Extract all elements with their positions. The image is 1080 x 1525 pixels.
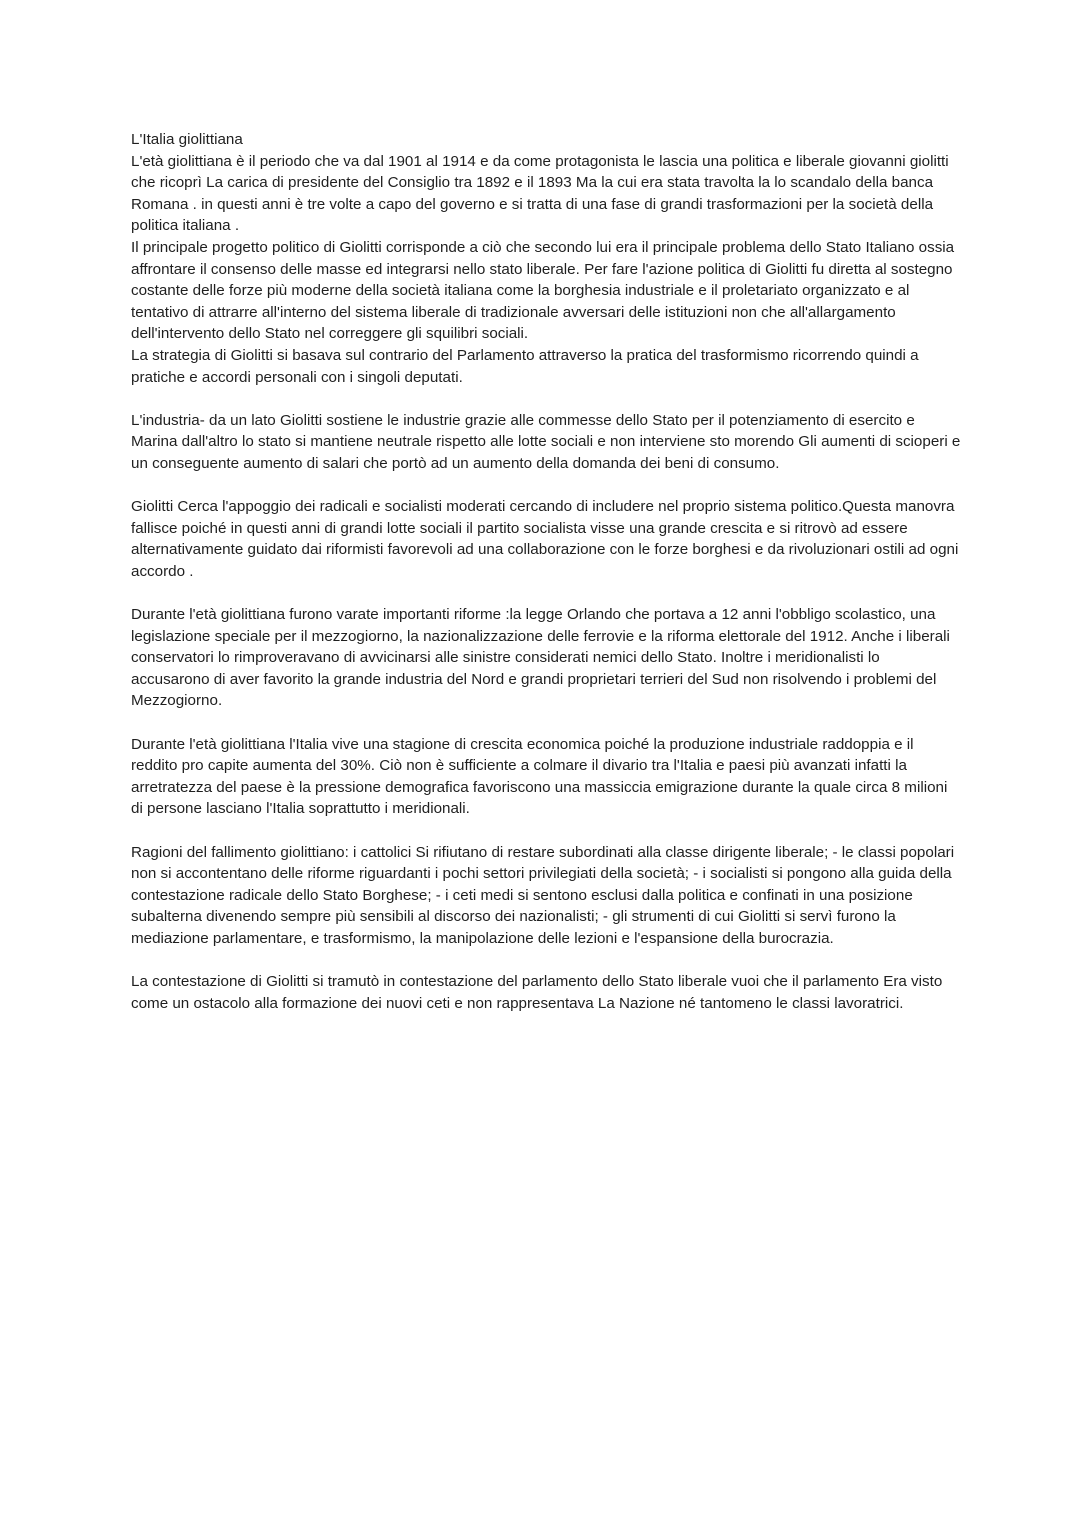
document-title: L'Italia giolittiana [131,131,243,148]
paragraph-intro: L'età giolittiana è il periodo che va dal 1901 al 1914 e da come protagonista le lascia una politica e liberale giovanni giolitti che ricoprì La carica di presidente del Consiglio tra 1892 e il 1893 Ma la cui era stata travolta la lo scandalo della banca Romana . in questi anni è tre volte a capo del governo e si tratta di una fase di grandi trasformazioni per la società della politica italiana . [131,152,949,235]
paragraph-political-project: Il principale progetto politico di Giolitti corrisponde a ciò che secondo lui era il principale problema dello Stato Italiano ossia affrontare il consenso delle masse ed integrarsi nello stato liberale. Per fare l'azione politica di Giolitti fu diretta al sostegno costante delle forze più moderne della società italiana come la borghesia industriale e il proletariato organizzato e al tentativo di attrarre all'interno del sistema liberale di tradizionale avversari delle istituzioni non che all'allargamento dell'intervento dello Stato nel correggere gli squilibri sociali. [131,238,955,343]
paragraph-economic-growth: Durante l'età giolittiana l'Italia vive una stagione di crescita economica poiché la produzione industriale raddoppia e il reddito pro capite aumenta del 30%. Ciò non è sufficiente a colmare il divario tra l'Italia e paesi più avanzati infatti la arretratezza del paese è la pressione demografica favoriscono una massiccia emigrazione durante la quale circa 8 milioni di persone lasciano l'Italia soprattutto i meridionali. [131,735,948,818]
paragraph-strategy: La strategia di Giolitti si basava sul contrario del Parlamento attraverso la pratica del trasformismo ricorrendo quindi a pratiche e accordi personali con i singoli deputati. [131,346,919,386]
paragraph-contestation: La contestazione di Giolitti si tramutò in contestazione del parlamento dello Stato liberale vuoi che il parlamento Era visto come un ostacolo alla formazione dei nuovi ceti e non rappresentava La Nazione né tantomeno le classi lavoratrici. [131,973,943,1012]
paragraph-radicals-socialists: Giolitti Cerca l'appoggio dei radicali e socialisti moderati cercando di includere nel proprio sistema politico.Questa manovra fallisce poiché in questi anni di grandi lotte sociali il partito socialista visse una grande crescita e si ritrovò ad essere alternativamente guidato dai riformisti favorevoli ad una collaborazione con le forze borghesi e da rivoluzionari ostili ad ogni accordo . [131,498,959,580]
paragraph-industry: L'industria- da un lato Giolitti sostiene le industrie grazie alle commesse dello Stato per il potenziamento di esercito e Marina dall'altro lo stato si mantiene neutrale rispetto alle lotte sociali e non interviene sto morendo Gli aumenti di scioperi e un conseguente aumento di salari che portò ad un aumento della domanda dei beni di consumo. [131,411,961,472]
paragraph-failure-reasons: Ragioni del fallimento giolittiano: i cattolici Si rifiutano di restare subordinati alla classe dirigente liberale; - le classi popolari non si accontentano delle riforme riguardanti i pochi settori privilegiati della società; - i socialisti si pongono alla guida della contestazione radicale dello Stato Borghese; - i ceti medi si sentono esclusi dalla politica e confinati in una posizione subalterna divenendo sempre più sensibili al discorso dei nazionalisti; - gli strumenti di cui Giolitti si servì furono la mediazione parlamentare, e trasformismo, la manipolazione delle lezioni e l'espansione della burocrazia. [131,843,955,947]
paragraph-reforms: Durante l'età giolittiana furono varate importanti riforme :la legge Orlando che portava a 12 anni l'obbligo scolastico, una legislazione speciale per il mezzogiorno, la nazionalizzazione delle ferrovie e la riforma elettorale del 1912. Anche i liberali conservatori lo rimproveravano di avvicinarsi alle sinistre considerati nemici dello Stato. Inoltre i meridionalisti lo accusarono di aver favorito la grande industria del Nord e grandi proprietari terrieri del Sud non risolvendo i problemi del Mezzogiorno. [131,606,950,710]
document-page [131,129,961,1014]
